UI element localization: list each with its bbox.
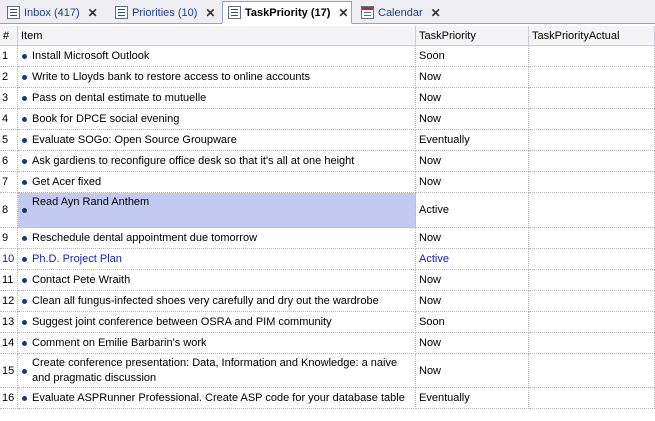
- table-row[interactable]: [0, 291, 655, 312]
- taskpriorityactual-cell[interactable]: [529, 388, 655, 409]
- row-number: 8: [0, 193, 18, 228]
- item-text: Contact Pete Wraith: [32, 273, 131, 286]
- item-cell[interactable]: [18, 109, 416, 130]
- row-number: 3: [0, 88, 18, 109]
- task-bullet-icon: [22, 236, 27, 241]
- item-text: Reschedule dental appointment due tomorrow: [32, 231, 258, 244]
- tab-label: TaskPriority (17): [245, 6, 331, 19]
- row-number: 7: [0, 172, 18, 193]
- taskpriorityactual-cell[interactable]: [529, 109, 655, 130]
- taskpriority-cell[interactable]: Now: [416, 172, 529, 193]
- item-text: Evaluate ASPRunner Professional. Create ASP code for your database table: [32, 391, 405, 404]
- taskpriority-cell[interactable]: Now: [416, 354, 529, 388]
- list-icon: [228, 6, 241, 19]
- taskpriority-cell[interactable]: Now: [416, 88, 529, 109]
- row-number: 13: [0, 312, 18, 333]
- tab-label: Inbox (417): [24, 6, 80, 19]
- taskpriorityactual-cell[interactable]: [529, 354, 655, 388]
- item-cell[interactable]: [18, 333, 416, 354]
- row-number: 2: [0, 67, 18, 88]
- taskpriorityactual-cell[interactable]: [529, 67, 655, 88]
- item-cell[interactable]: [18, 291, 416, 312]
- row-number: 12: [0, 291, 18, 312]
- table-row[interactable]: [0, 193, 655, 228]
- taskpriorityactual-cell[interactable]: [529, 193, 655, 228]
- taskpriorityactual-cell[interactable]: [529, 270, 655, 291]
- task-bullet-icon: [22, 299, 27, 304]
- item-cell[interactable]: [18, 354, 416, 388]
- row-number: 9: [0, 228, 18, 249]
- item-text: Ph.D. Project Plan: [32, 252, 122, 265]
- item-text: Ask gardiens to reconfigure office desk so that it's all at one height: [32, 154, 355, 167]
- row-number: 5: [0, 130, 18, 151]
- task-bullet-icon: [22, 54, 27, 59]
- table-row[interactable]: [0, 388, 655, 409]
- table-row[interactable]: [0, 109, 655, 130]
- table-row[interactable]: [0, 249, 655, 270]
- calendar-icon: [361, 6, 374, 19]
- task-bullet-icon: [22, 75, 27, 80]
- tab-label: Calendar: [378, 6, 423, 19]
- tab-calendar[interactable]: [356, 2, 456, 23]
- close-icon[interactable]: ✕: [87, 5, 98, 20]
- task-bullet-icon: [22, 208, 27, 213]
- close-icon[interactable]: ✕: [205, 5, 216, 20]
- item-text: Evaluate SOGo: Open Source Groupware: [32, 133, 237, 146]
- item-text: Clean all fungus-infected shoes very carefully and dry out the wardrobe: [32, 294, 379, 307]
- item-text: Install Microsoft Outlook: [32, 49, 150, 62]
- column-header-taskpriorityactual[interactable]: TaskPriorityActual: [529, 26, 655, 46]
- row-number: 1: [0, 46, 18, 67]
- taskpriorityactual-cell[interactable]: [529, 46, 655, 67]
- tab-bar: [0, 0, 655, 24]
- row-number: 4: [0, 109, 18, 130]
- row-number: 14: [0, 333, 18, 354]
- tab-priorities[interactable]: [110, 2, 220, 23]
- task-bullet-icon: [22, 278, 27, 283]
- item-cell[interactable]: [18, 130, 416, 151]
- table-row[interactable]: [0, 354, 655, 388]
- taskpriorityactual-cell[interactable]: [529, 228, 655, 249]
- tab-label: Priorities (10): [132, 6, 198, 19]
- table-row[interactable]: [0, 46, 655, 67]
- item-cell[interactable]: [18, 88, 416, 109]
- row-number: 11: [0, 270, 18, 291]
- item-cell[interactable]: [18, 249, 416, 270]
- taskpriorityactual-cell[interactable]: [529, 172, 655, 193]
- taskpriorityactual-cell[interactable]: [529, 249, 655, 270]
- taskpriority-cell[interactable]: Now: [416, 151, 529, 172]
- item-cell[interactable]: [18, 312, 416, 333]
- task-bullet-icon: [22, 369, 27, 374]
- row-number: 6: [0, 151, 18, 172]
- task-bullet-icon: [22, 117, 27, 122]
- list-icon: [7, 6, 20, 19]
- list-icon: [115, 6, 128, 19]
- tab-taskpriority[interactable]: [222, 1, 352, 24]
- table-row[interactable]: [0, 270, 655, 291]
- row-number: 16: [0, 388, 18, 409]
- taskpriority-cell[interactable]: Eventually: [416, 388, 529, 409]
- task-bullet-icon: [22, 138, 27, 143]
- item-text: Pass on dental estimate to mutuelle: [32, 91, 207, 104]
- table-row[interactable]: [0, 228, 655, 249]
- item-cell[interactable]: [18, 172, 416, 193]
- table-row[interactable]: [0, 333, 655, 354]
- taskpriorityactual-cell[interactable]: [529, 291, 655, 312]
- taskpriority-cell[interactable]: Active: [416, 193, 529, 228]
- taskpriority-cell[interactable]: Now: [416, 228, 529, 249]
- task-bullet-icon: [22, 180, 27, 185]
- row-number: 15: [0, 354, 18, 388]
- item-cell[interactable]: [18, 46, 416, 67]
- close-icon[interactable]: ✕: [338, 5, 349, 20]
- table-row[interactable]: [0, 151, 655, 172]
- item-cell[interactable]: [18, 270, 416, 291]
- taskpriorityactual-cell[interactable]: [529, 151, 655, 172]
- taskpriority-cell[interactable]: Now: [416, 333, 529, 354]
- item-text: Create conference presentation: Data, Information and Knowledge: a naive and pragmatic discussion: [32, 356, 398, 384]
- taskpriorityactual-cell[interactable]: [529, 88, 655, 109]
- task-bullet-icon: [22, 96, 27, 101]
- task-bullet-icon: [22, 341, 27, 346]
- tab-inbox[interactable]: [2, 2, 110, 23]
- item-cell[interactable]: [18, 388, 416, 409]
- task-bullet-icon: [22, 257, 27, 262]
- task-bullet-icon: [22, 320, 27, 325]
- item-text: Get Acer fixed: [32, 175, 102, 188]
- taskpriority-cell[interactable]: Now: [416, 270, 529, 291]
- item-text: Read Ayn Rand Anthem: [32, 196, 150, 208]
- item-cell[interactable]: [18, 193, 416, 228]
- taskpriority-cell[interactable]: Now: [416, 67, 529, 88]
- table-row[interactable]: [0, 312, 655, 333]
- column-header-number[interactable]: #: [0, 26, 18, 46]
- item-text: Write to Lloyds bank to restore access to online accounts: [32, 70, 310, 83]
- item-text: Book for DPCE social evening: [32, 112, 180, 125]
- column-header-taskpriority[interactable]: TaskPriority: [416, 26, 529, 46]
- item-text: Suggest joint conference between OSRA and PIM community: [32, 315, 332, 328]
- taskpriority-cell[interactable]: Active: [416, 249, 529, 270]
- column-header-item[interactable]: Item: [18, 26, 416, 46]
- taskpriorityactual-cell[interactable]: [529, 312, 655, 333]
- row-number: 10: [0, 249, 18, 270]
- taskpriorityactual-cell[interactable]: [529, 130, 655, 151]
- taskpriority-cell[interactable]: Now: [416, 109, 529, 130]
- taskpriority-cell[interactable]: Soon: [416, 312, 529, 333]
- close-icon[interactable]: ✕: [430, 5, 441, 20]
- item-cell[interactable]: [18, 228, 416, 249]
- item-text: Comment on Emilie Barbarin's work: [32, 336, 207, 349]
- table-row[interactable]: [0, 67, 655, 88]
- taskpriorityactual-cell[interactable]: [529, 333, 655, 354]
- table-row[interactable]: [0, 172, 655, 193]
- task-bullet-icon: [22, 159, 27, 164]
- task-bullet-icon: [22, 396, 27, 401]
- taskpriority-cell[interactable]: Now: [416, 291, 529, 312]
- table-row[interactable]: [0, 130, 655, 151]
- item-cell[interactable]: [18, 67, 416, 88]
- taskpriority-cell[interactable]: Eventually: [416, 130, 529, 151]
- table-row[interactable]: [0, 88, 655, 109]
- item-cell[interactable]: [18, 151, 416, 172]
- taskpriority-cell[interactable]: Soon: [416, 46, 529, 67]
